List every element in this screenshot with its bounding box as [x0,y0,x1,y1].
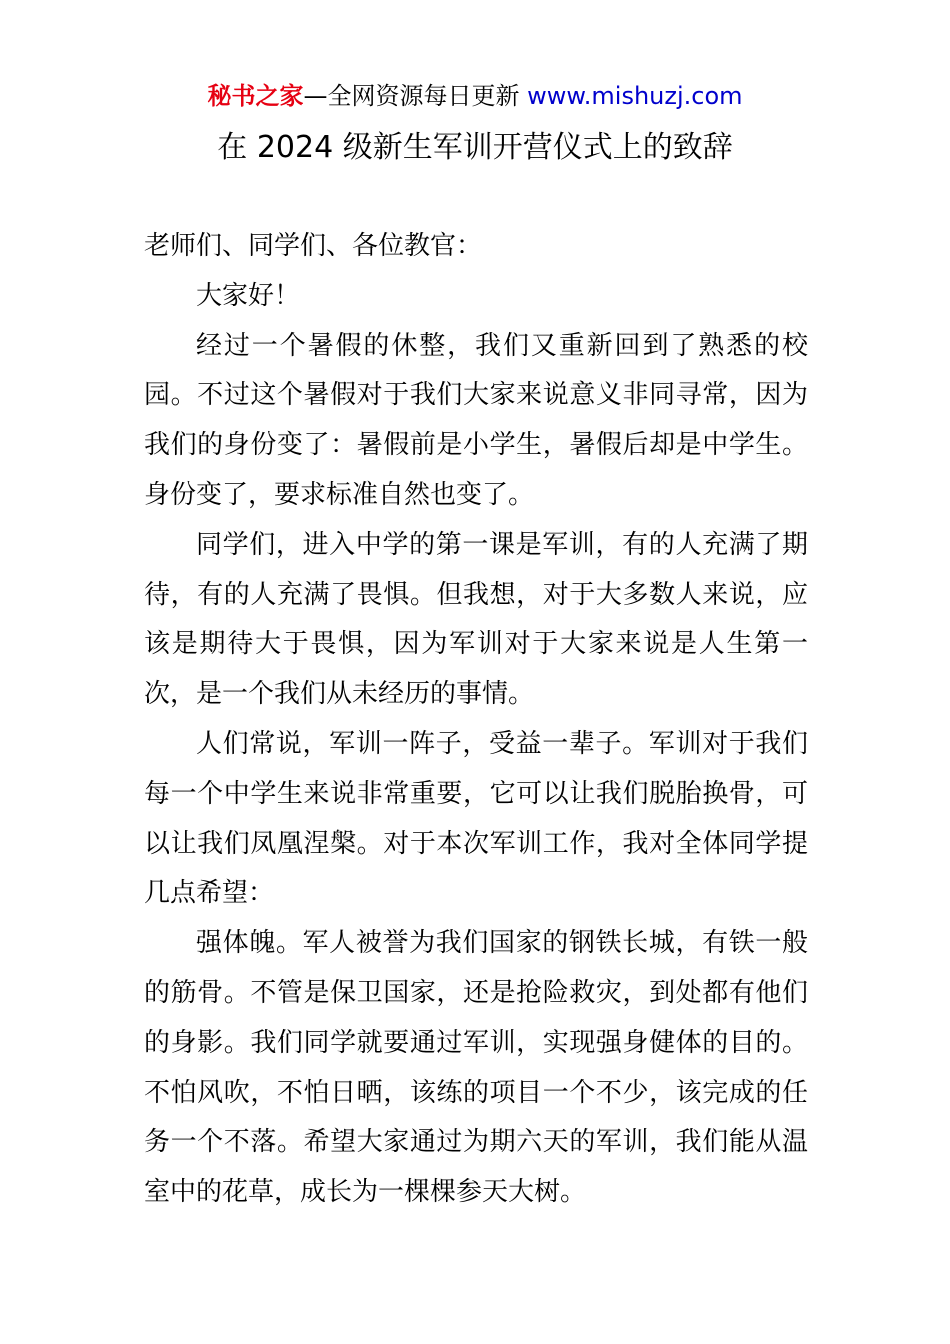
site-tagline: —全网资源每日更新 [303,82,528,110]
paragraph: 经过一个暑假的休整，我们又重新回到了熟悉的校园。不过这个暑假对于我们大家来说意义非同寻常，因为我们的身份变了：暑假前是小学生，暑假后却是中学生。身份变了，要求标准自然也变了。 [144,330,808,510]
site-header [0,80,950,112]
salutation: 老师们、同学们、各位教官： [144,231,483,261]
document-body [144,222,808,1218]
document-title: 在 2024 级新生军训开营仪式上的致辞 [217,130,733,165]
paragraph: 人们常说，军训一阵子，受益一辈子。军训对于我们每一个中学生来说非常重要，它可以让我们脱胎换骨，可以让我们凤凰涅槃。对于本次军训工作，我对全体同学提几点希望： [144,728,808,909]
site-url-link[interactable]: www.mishuzj.com [527,82,743,110]
greeting: 大家好！ [196,280,301,311]
site-brand: 秘书之家 [207,82,304,110]
paragraph: 同学们，进入中学的第一课是军训，有的人充满了期待，有的人充满了畏惧。但我想，对于大多数人来说，应该是期待大于畏惧，因为军训对于大家来说是人生第一次，是一个我们从未经历的事情。 [144,529,808,710]
paragraph: 强体魄。军人被誉为我们国家的钢铁长城，有铁一般的筋骨。不管是保卫国家，还是抢险救灾，到处都有他们的身影。我们同学就要通过军训，实现强身健体的目的。不怕风吹，不怕日晒，该练的项目一个不少，该完成的任务一个不落。希望大家通过为期六天的军训，我们能从温室中的花草，成长为一棵棵参天大树。 [144,928,808,1208]
